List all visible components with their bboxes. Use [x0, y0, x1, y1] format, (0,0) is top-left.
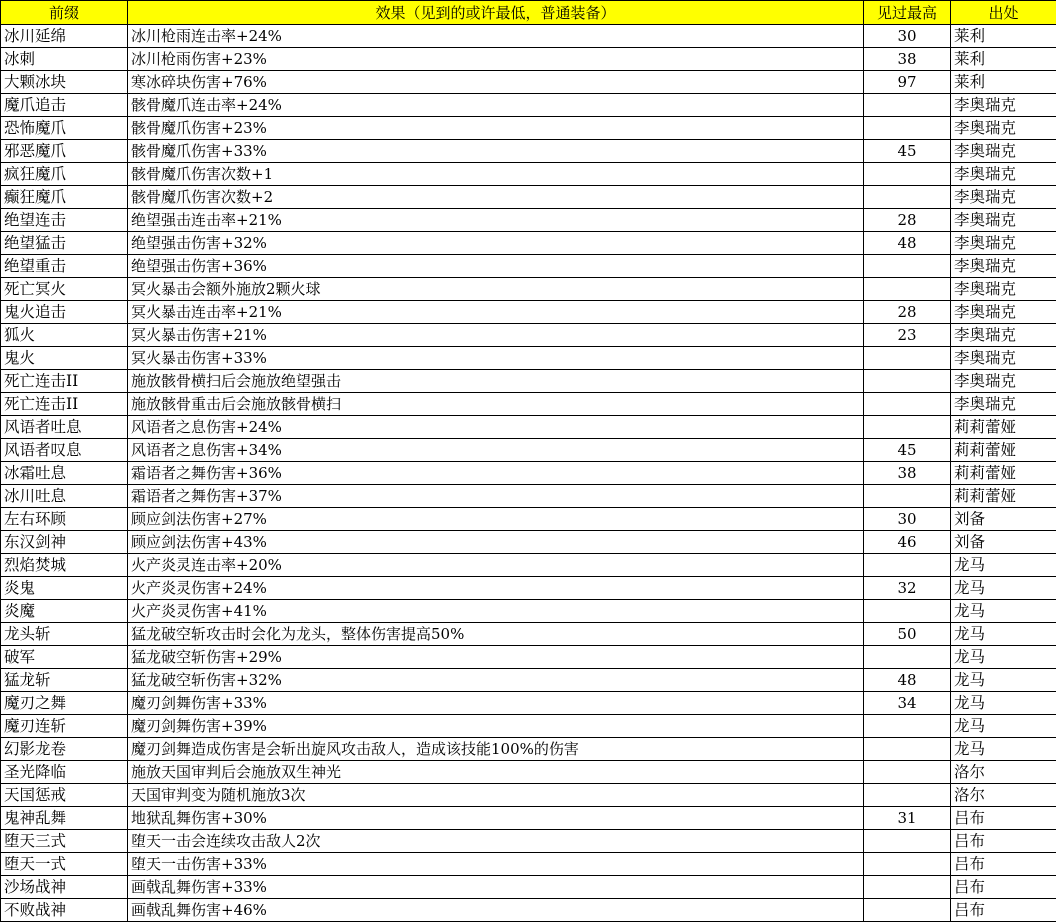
source-cell[interactable]: 李奥瑞克: [951, 324, 1056, 347]
max-seen-cell[interactable]: [864, 117, 951, 140]
prefix-cell[interactable]: 死亡冥火: [1, 278, 128, 301]
source-cell[interactable]: 龙马: [951, 623, 1056, 646]
source-cell[interactable]: 龙马: [951, 646, 1056, 669]
max-seen-cell[interactable]: 45: [864, 439, 951, 462]
prefix-cell[interactable]: 沙场战神: [1, 876, 128, 899]
table-row: [1, 899, 1056, 922]
table-row: [1, 462, 1056, 485]
table-row: [1, 48, 1056, 71]
source-cell[interactable]: 李奥瑞克: [951, 393, 1056, 416]
max-seen-cell[interactable]: [864, 554, 951, 577]
prefix-cell[interactable]: 死亡连击II: [1, 370, 128, 393]
effect-cell[interactable]: 火产炎灵连击率+20%: [128, 554, 864, 577]
max-seen-cell[interactable]: 34: [864, 692, 951, 715]
table-row: [1, 554, 1056, 577]
table-row: [1, 508, 1056, 531]
source-cell[interactable]: 吕布: [951, 899, 1056, 922]
table-row: [1, 853, 1056, 876]
effect-cell[interactable]: 魔刃剑舞伤害+39%: [128, 715, 864, 738]
table-row: [1, 324, 1056, 347]
max-seen-cell[interactable]: [864, 278, 951, 301]
source-cell[interactable]: 刘备: [951, 508, 1056, 531]
source-cell[interactable]: 吕布: [951, 876, 1056, 899]
table-row: [1, 278, 1056, 301]
effect-cell[interactable]: 猛龙破空斩攻击时会化为龙头，整体伤害提高50%: [128, 623, 864, 646]
table-row: [1, 577, 1056, 600]
source-cell[interactable]: 龙马: [951, 715, 1056, 738]
max-seen-cell[interactable]: 48: [864, 669, 951, 692]
effect-cell[interactable]: 魔刃剑舞造成伤害是会斩出旋风攻击敌人，造成该技能100%的伤害: [128, 738, 864, 761]
prefix-cell[interactable]: 破军: [1, 646, 128, 669]
prefix-cell[interactable]: 龙头斩: [1, 623, 128, 646]
prefix-cell[interactable]: 魔刃之舞: [1, 692, 128, 715]
table-row: [1, 255, 1056, 278]
prefix-cell[interactable]: 冰霜吐息: [1, 462, 128, 485]
effect-cell[interactable]: 骸骨魔爪伤害+23%: [128, 117, 864, 140]
max-seen-cell[interactable]: [864, 370, 951, 393]
table-row: [1, 370, 1056, 393]
source-cell[interactable]: 龙马: [951, 600, 1056, 623]
table-row: [1, 715, 1056, 738]
table-row: [1, 807, 1056, 830]
effect-cell[interactable]: 骸骨魔爪伤害次数+1: [128, 163, 864, 186]
effect-cell[interactable]: 霜语者之舞伤害+36%: [128, 462, 864, 485]
max-seen-cell[interactable]: [864, 186, 951, 209]
max-seen-cell[interactable]: 46: [864, 531, 951, 554]
table-row: [1, 830, 1056, 853]
table-row: [1, 117, 1056, 140]
source-cell[interactable]: 李奥瑞克: [951, 163, 1056, 186]
table-row: [1, 209, 1056, 232]
effect-cell[interactable]: 骸骨魔爪连击率+24%: [128, 94, 864, 117]
table-row: [1, 669, 1056, 692]
max-seen-cell[interactable]: [864, 830, 951, 853]
max-seen-cell[interactable]: [864, 416, 951, 439]
prefix-cell[interactable]: 冰川延绵: [1, 25, 128, 48]
prefix-cell[interactable]: 魔爪追击: [1, 94, 128, 117]
source-cell[interactable]: 莱利: [951, 71, 1056, 94]
prefix-cell[interactable]: 东汉剑神: [1, 531, 128, 554]
effect-cell[interactable]: 猛龙破空斩伤害+32%: [128, 669, 864, 692]
table-row: [1, 761, 1056, 784]
effect-cell[interactable]: 魔刃剑舞伤害+33%: [128, 692, 864, 715]
prefix-cell[interactable]: 恐怖魔爪: [1, 117, 128, 140]
prefix-cell[interactable]: 鬼火: [1, 347, 128, 370]
source-cell[interactable]: 莉莉蕾娅: [951, 439, 1056, 462]
max-seen-cell[interactable]: 97: [864, 71, 951, 94]
effect-cell[interactable]: 火产炎灵伤害+24%: [128, 577, 864, 600]
table-body: [1, 25, 1056, 922]
max-seen-cell[interactable]: [864, 255, 951, 278]
max-seen-cell[interactable]: [864, 163, 951, 186]
max-seen-cell[interactable]: 28: [864, 301, 951, 324]
source-cell[interactable]: 刘备: [951, 531, 1056, 554]
effect-cell[interactable]: 冥火暴击伤害+33%: [128, 347, 864, 370]
max-seen-cell[interactable]: [864, 899, 951, 922]
max-seen-cell[interactable]: [864, 784, 951, 807]
table-row: [1, 71, 1056, 94]
table-row: [1, 163, 1056, 186]
prefix-cell[interactable]: 堕天三式: [1, 830, 128, 853]
effect-cell[interactable]: 冥火暴击连击率+21%: [128, 301, 864, 324]
effect-cell[interactable]: 施放骸骨横扫后会施放绝望强击: [128, 370, 864, 393]
effect-cell[interactable]: 堕天一击会连续攻击敌人2次: [128, 830, 864, 853]
source-cell[interactable]: 吕布: [951, 807, 1056, 830]
source-cell[interactable]: 李奥瑞克: [951, 370, 1056, 393]
source-cell[interactable]: 洛尔: [951, 784, 1056, 807]
effect-cell[interactable]: 绝望强击伤害+32%: [128, 232, 864, 255]
prefix-cell[interactable]: 风语者吐息: [1, 416, 128, 439]
effect-cell[interactable]: 猛龙破空斩伤害+29%: [128, 646, 864, 669]
prefix-cell[interactable]: 癫狂魔爪: [1, 186, 128, 209]
max-seen-cell[interactable]: 38: [864, 48, 951, 71]
table-row: [1, 738, 1056, 761]
prefix-cell[interactable]: 鬼神乱舞: [1, 807, 128, 830]
prefix-cell[interactable]: 幻影龙卷: [1, 738, 128, 761]
max-seen-cell[interactable]: [864, 393, 951, 416]
effect-cell[interactable]: 顾应剑法伤害+43%: [128, 531, 864, 554]
max-seen-cell[interactable]: 50: [864, 623, 951, 646]
table-row: [1, 485, 1056, 508]
max-seen-cell[interactable]: [864, 761, 951, 784]
effect-cell[interactable]: 冥火暴击会额外施放2颗火球: [128, 278, 864, 301]
max-seen-cell[interactable]: [864, 876, 951, 899]
table-row: [1, 439, 1056, 462]
prefix-cell[interactable]: 圣光降临: [1, 761, 128, 784]
prefix-cell[interactable]: 疯狂魔爪: [1, 163, 128, 186]
effect-cell[interactable]: 火产炎灵伤害+41%: [128, 600, 864, 623]
header-max-seen[interactable]: 见过最高: [864, 1, 951, 25]
prefix-cell[interactable]: 邪恶魔爪: [1, 140, 128, 163]
max-seen-cell[interactable]: [864, 485, 951, 508]
prefix-cell[interactable]: 狐火: [1, 324, 128, 347]
effect-cell[interactable]: 骸骨魔爪伤害+33%: [128, 140, 864, 163]
prefix-cell[interactable]: 风语者叹息: [1, 439, 128, 462]
table-row: [1, 186, 1056, 209]
effect-cell[interactable]: 冰川枪雨连击率+24%: [128, 25, 864, 48]
source-cell[interactable]: 李奥瑞克: [951, 140, 1056, 163]
effect-cell[interactable]: 画戟乱舞伤害+46%: [128, 899, 864, 922]
prefix-cell[interactable]: 大颗冰块: [1, 71, 128, 94]
header-prefix[interactable]: 前缀: [1, 1, 128, 25]
header-row: [1, 1, 1056, 25]
source-cell[interactable]: 李奥瑞克: [951, 117, 1056, 140]
max-seen-cell[interactable]: [864, 94, 951, 117]
max-seen-cell[interactable]: 30: [864, 25, 951, 48]
prefix-cell[interactable]: 冰刺: [1, 48, 128, 71]
effect-cell[interactable]: 施放骸骨重击后会施放骸骨横扫: [128, 393, 864, 416]
prefix-cell[interactable]: 魔刃连斩: [1, 715, 128, 738]
source-cell[interactable]: 莉莉蕾娅: [951, 462, 1056, 485]
table-row: [1, 784, 1056, 807]
source-cell[interactable]: 莉莉蕾娅: [951, 416, 1056, 439]
source-cell[interactable]: 李奥瑞克: [951, 209, 1056, 232]
max-seen-cell[interactable]: [864, 347, 951, 370]
effect-cell[interactable]: 霜语者之舞伤害+37%: [128, 485, 864, 508]
prefix-cell[interactable]: 绝望重击: [1, 255, 128, 278]
table-row: [1, 623, 1056, 646]
effect-cell[interactable]: 顾应剑法伤害+27%: [128, 508, 864, 531]
prefix-cell[interactable]: 烈焰焚城: [1, 554, 128, 577]
effect-cell[interactable]: 堕天一击伤害+33%: [128, 853, 864, 876]
prefix-cell[interactable]: 不败战神: [1, 899, 128, 922]
table-row: [1, 692, 1056, 715]
source-cell[interactable]: 龙马: [951, 669, 1056, 692]
source-cell[interactable]: 李奥瑞克: [951, 301, 1056, 324]
table-row: [1, 232, 1056, 255]
table-row: [1, 600, 1056, 623]
prefix-cell[interactable]: 死亡连击II: [1, 393, 128, 416]
source-cell[interactable]: 莱利: [951, 25, 1056, 48]
source-cell[interactable]: 龙马: [951, 692, 1056, 715]
source-cell[interactable]: 李奥瑞克: [951, 186, 1056, 209]
prefix-cell[interactable]: 猛龙斩: [1, 669, 128, 692]
prefix-cell[interactable]: 左右环顾: [1, 508, 128, 531]
table-row: [1, 416, 1056, 439]
effect-cell[interactable]: 绝望强击伤害+36%: [128, 255, 864, 278]
header-source[interactable]: 出处: [951, 1, 1056, 25]
prefix-cell[interactable]: 炎鬼: [1, 577, 128, 600]
table-row: [1, 140, 1056, 163]
source-cell[interactable]: 洛尔: [951, 761, 1056, 784]
source-cell[interactable]: 莱利: [951, 48, 1056, 71]
source-cell[interactable]: 李奥瑞克: [951, 347, 1056, 370]
effect-cell[interactable]: 绝望强击连击率+21%: [128, 209, 864, 232]
max-seen-cell[interactable]: [864, 600, 951, 623]
table-row: [1, 876, 1056, 899]
source-cell[interactable]: 李奥瑞克: [951, 94, 1056, 117]
max-seen-cell[interactable]: 32: [864, 577, 951, 600]
source-cell[interactable]: 李奥瑞克: [951, 255, 1056, 278]
effect-cell[interactable]: 风语者之息伤害+34%: [128, 439, 864, 462]
effect-cell[interactable]: 冰川枪雨伤害+23%: [128, 48, 864, 71]
effect-cell[interactable]: 骸骨魔爪伤害次数+2: [128, 186, 864, 209]
max-seen-cell[interactable]: 38: [864, 462, 951, 485]
source-cell[interactable]: 龙马: [951, 577, 1056, 600]
table-row: [1, 646, 1056, 669]
table-row: [1, 301, 1056, 324]
table-row: [1, 531, 1056, 554]
effect-cell[interactable]: 寒冰碎块伤害+76%: [128, 71, 864, 94]
max-seen-cell[interactable]: 31: [864, 807, 951, 830]
prefix-cell[interactable]: 冰川吐息: [1, 485, 128, 508]
effect-cell[interactable]: 画戟乱舞伤害+33%: [128, 876, 864, 899]
effect-cell[interactable]: 地狱乱舞伤害+30%: [128, 807, 864, 830]
max-seen-cell[interactable]: [864, 715, 951, 738]
prefix-cell[interactable]: 堕天一式: [1, 853, 128, 876]
effect-cell[interactable]: 冥火暴击伤害+21%: [128, 324, 864, 347]
prefix-cell[interactable]: 绝望连击: [1, 209, 128, 232]
table-row: [1, 94, 1056, 117]
source-cell[interactable]: 李奥瑞克: [951, 232, 1056, 255]
max-seen-cell[interactable]: 30: [864, 508, 951, 531]
source-cell[interactable]: 龙马: [951, 554, 1056, 577]
prefix-cell[interactable]: 鬼火追击: [1, 301, 128, 324]
source-cell[interactable]: 莉莉蕾娅: [951, 485, 1056, 508]
table-row: [1, 25, 1056, 48]
effect-cell[interactable]: 天国审判变为随机施放3次: [128, 784, 864, 807]
max-seen-cell[interactable]: 45: [864, 140, 951, 163]
table-row: [1, 347, 1056, 370]
prefix-cell[interactable]: 炎魔: [1, 600, 128, 623]
effect-cell[interactable]: 施放天国审判后会施放双生神光: [128, 761, 864, 784]
max-seen-cell[interactable]: [864, 646, 951, 669]
max-seen-cell[interactable]: 48: [864, 232, 951, 255]
header-effect[interactable]: 效果（见到的或许最低，普通装备）: [128, 1, 864, 25]
max-seen-cell[interactable]: 28: [864, 209, 951, 232]
prefix-cell[interactable]: 绝望猛击: [1, 232, 128, 255]
table-row: [1, 393, 1056, 416]
max-seen-cell[interactable]: [864, 738, 951, 761]
source-cell[interactable]: 吕布: [951, 830, 1056, 853]
max-seen-cell[interactable]: 23: [864, 324, 951, 347]
source-cell[interactable]: 龙马: [951, 738, 1056, 761]
effect-cell[interactable]: 风语者之息伤害+24%: [128, 416, 864, 439]
source-cell[interactable]: 吕布: [951, 853, 1056, 876]
max-seen-cell[interactable]: [864, 853, 951, 876]
prefix-cell[interactable]: 天国惩戒: [1, 784, 128, 807]
source-cell[interactable]: 李奥瑞克: [951, 278, 1056, 301]
